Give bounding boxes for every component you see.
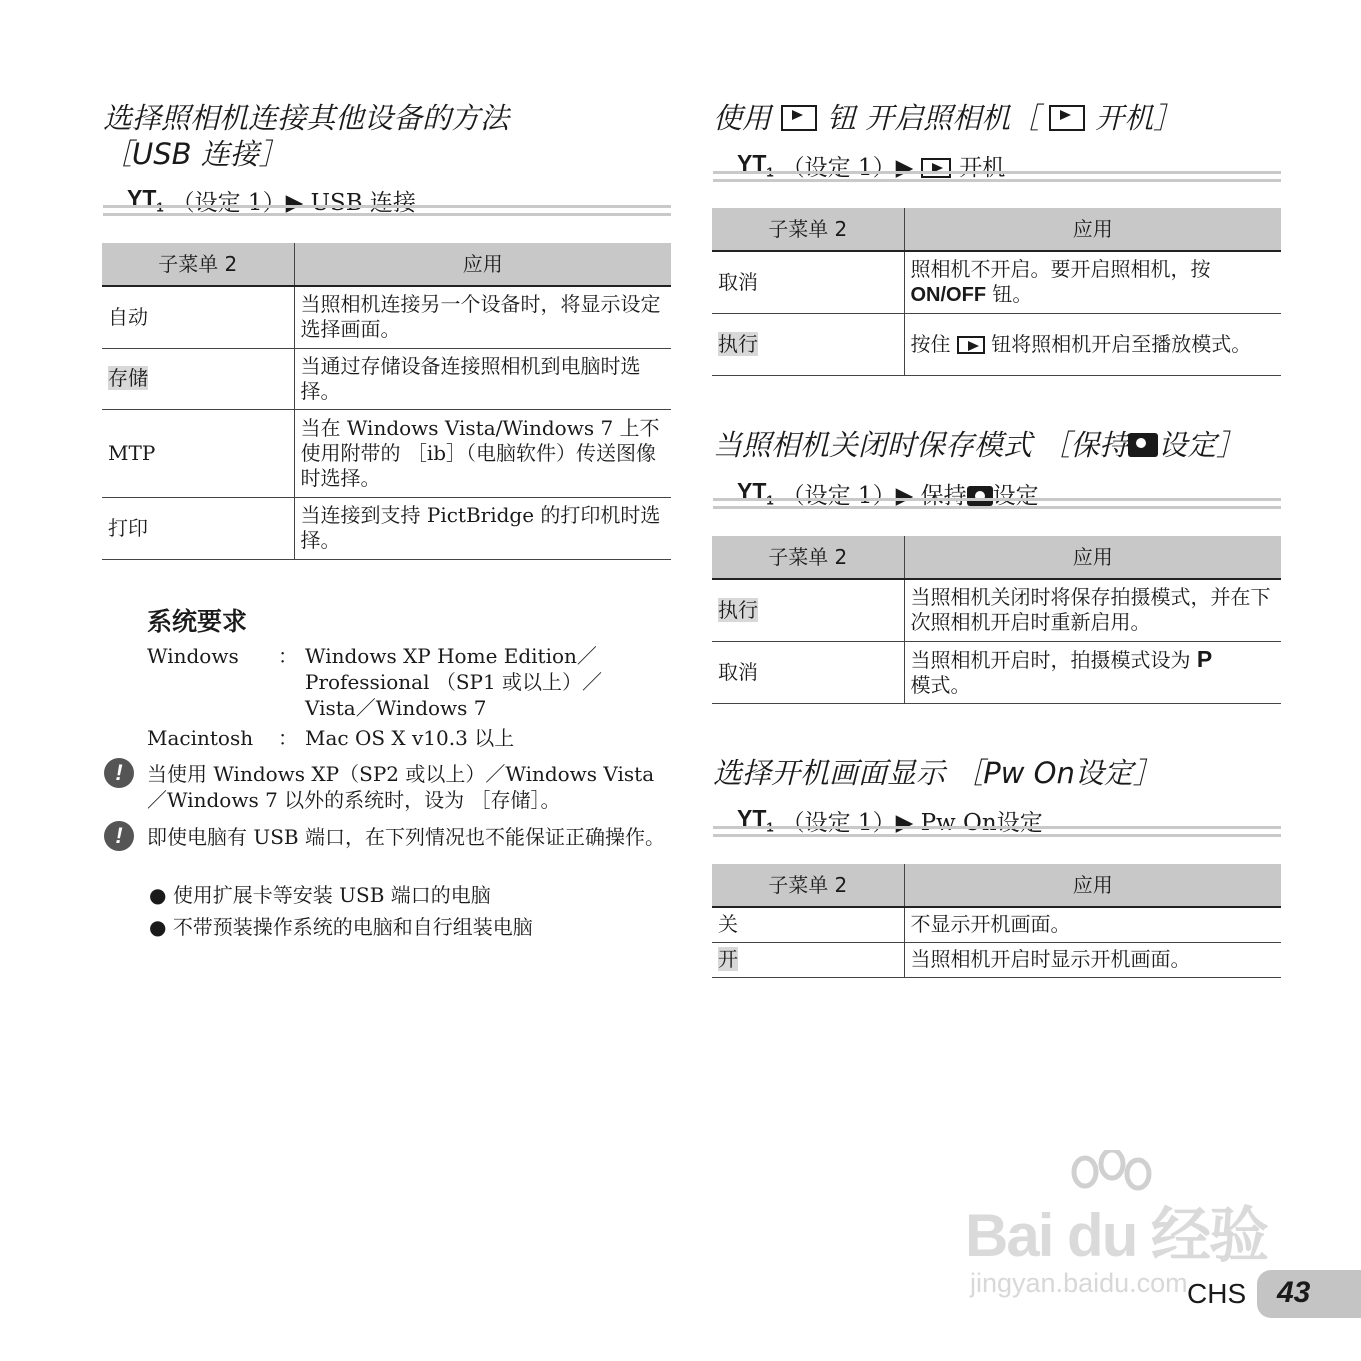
camera-icon	[1128, 433, 1158, 457]
row-sub: 存储	[102, 348, 294, 409]
menu-path-usb	[127, 183, 416, 223]
table-row	[712, 251, 1281, 313]
table-row	[712, 313, 1281, 375]
setup-menu-icon: $YT_1$	[737, 805, 774, 835]
row-sub: 开	[712, 942, 904, 977]
section-rule	[103, 205, 671, 216]
row-sub: 取消	[712, 251, 904, 313]
menu-path-playback: $YT_1$ （设定 1）▶ 开机	[737, 148, 1005, 188]
header-submenu: 子菜单 2	[712, 864, 904, 907]
section-title-playback-power-on: 使用 钮 开启照相机［ 开机］	[713, 101, 1183, 135]
sysreq-mac-value: Mac OS X v10.3 以上	[305, 726, 515, 750]
row-app: 不显示开机画面。	[904, 907, 1281, 942]
header-application: 应用	[294, 243, 671, 286]
header-submenu: 子菜单 2	[712, 536, 904, 579]
setup-menu-icon: $YT_1$	[737, 478, 774, 508]
menu-path-pw-on: $YT_1$ （设定 1）▶ Pw On设定	[737, 803, 1043, 843]
row-app: 当通过存储设备连接照相机到电脑时选择。	[294, 348, 671, 409]
title-line-2: ［USB 连接］	[103, 137, 288, 171]
row-sub: 执行	[712, 313, 904, 375]
table-header-row	[712, 864, 1281, 907]
watermark-main: Bai du 经验	[965, 1202, 1268, 1269]
caution-note-1: 当使用 Windows XP（SP2 或以上）／Windows Vista／Windows 7 以外的系统时，设为 ［存储］。	[147, 762, 655, 812]
caution-icon: !	[104, 758, 134, 788]
bullet-item: ● 不带预装操作系统的电脑和自行组装电脑	[149, 915, 533, 939]
table-header-row	[712, 536, 1281, 579]
table-row	[102, 348, 671, 409]
playback-icon	[957, 336, 985, 354]
menu-path-keep-mode: $YT_1$ （设定 1）▶ 保持 设定	[737, 476, 1039, 516]
row-app: 当连接到支持 PictBridge 的打印机时选择。	[294, 497, 671, 559]
table-header-row	[102, 243, 671, 286]
section-title-usb	[103, 100, 509, 172]
row-sub: 自动	[102, 286, 294, 348]
row-app: 按住 钮将照相机开启至播放模式。	[904, 313, 1281, 375]
caution-note-2: 即使电脑有 USB 端口，在下列情况也不能保证正确操作。	[147, 825, 665, 849]
section-rule	[713, 498, 1281, 509]
language-label: CHS	[1187, 1278, 1247, 1309]
caution-icon: !	[104, 821, 134, 851]
row-sub: MTP	[102, 409, 294, 497]
sysreq-win-sep: ：	[278, 644, 298, 668]
playback-icon	[781, 105, 817, 131]
section-rule	[713, 826, 1281, 837]
header-submenu: 子菜单 2	[712, 208, 904, 251]
table-row	[712, 942, 1281, 977]
usb-submenu-table	[102, 243, 671, 560]
row-sub: 执行	[712, 579, 904, 641]
table-header-row	[712, 208, 1281, 251]
header-submenu: 子菜单 2	[102, 243, 294, 286]
sysreq-win-line3: Vista／Windows 7	[305, 696, 487, 720]
row-app: 当照相机开启时显示开机画面。	[904, 942, 1281, 977]
setup-menu-icon: $YT_1$	[127, 185, 164, 215]
header-application: 应用	[904, 864, 1281, 907]
playback-icon	[1049, 105, 1085, 131]
header-application: 应用	[904, 208, 1281, 251]
sysreq-win-line1: Windows XP Home Edition／	[305, 644, 597, 668]
row-app: 当照相机开启时，拍摄模式设为 P 模式。	[904, 641, 1281, 703]
row-sub: 打印	[102, 497, 294, 559]
row-app: 当照相机关闭时将保存拍摄模式，并在下次照相机开启时重新启用。	[904, 579, 1281, 641]
sysreq-mac-sep: ：	[278, 726, 298, 750]
sysreq-win-label: Windows	[147, 644, 239, 668]
page-number-tab	[1257, 1270, 1361, 1318]
table-row	[712, 579, 1281, 641]
page-number: 43	[1277, 1276, 1311, 1309]
sysreq-heading: 系统要求	[147, 607, 248, 636]
title-line-1: 选择照相机连接其他设备的方法	[103, 101, 510, 135]
pw-on-submenu-table	[712, 864, 1281, 978]
row-app: 当照相机连接另一个设备时，将显示设定选择画面。	[294, 286, 671, 348]
table-row	[102, 409, 671, 497]
watermark-url: jingyan.baidu.com	[970, 1268, 1188, 1298]
table-row	[712, 641, 1281, 703]
table-row	[102, 286, 671, 348]
table-row	[102, 497, 671, 559]
menu-path-text: （设定 1）▶ USB 连接	[171, 189, 416, 216]
table-row	[712, 907, 1281, 942]
setup-menu-icon: $YT_1$	[737, 150, 774, 180]
section-rule	[713, 171, 1281, 182]
header-application: 应用	[904, 536, 1281, 579]
sysreq-mac-label: Macintosh	[147, 726, 254, 750]
row-sub: 关	[712, 907, 904, 942]
row-sub: 取消	[712, 641, 904, 703]
row-app: 照相机不开启。要开启照相机，按 ON/OFF 钮。	[904, 251, 1281, 313]
keep-mode-submenu-table	[712, 536, 1281, 704]
sysreq-win-line2: Professional （SP1 或以上）／	[305, 670, 603, 694]
section-title-pw-on: 选择开机画面显示 ［Pw On设定］	[713, 756, 1162, 790]
page-footer	[1185, 1270, 1361, 1320]
section-title-keep-mode: 当照相机关闭时保存模式 ［保持 设定］	[713, 428, 1246, 462]
bullet-item: ● 使用扩展卡等安装 USB 端口的电脑	[149, 883, 491, 907]
playback-submenu-table	[712, 208, 1281, 376]
row-app: 当在 Windows Vista/Windows 7 上不使用附带的 ［ib］（电脑软件）传送图像时选择。	[294, 409, 671, 497]
